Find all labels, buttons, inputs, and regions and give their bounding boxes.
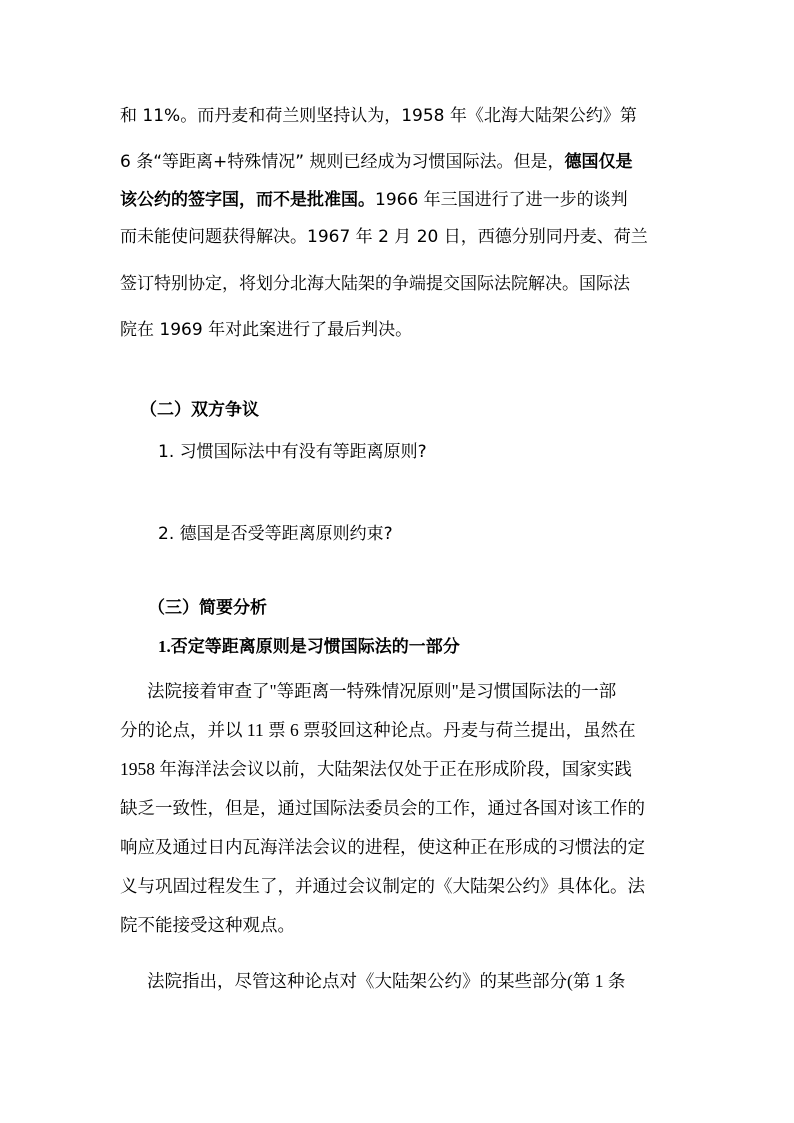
list-item: 1. 习惯国际法中有没有等距离原则?	[158, 442, 427, 462]
paragraph-line: 6 条“等距离+特殊情况” 规则已经成为习惯国际法。但是，德国仅是	[120, 152, 633, 172]
paragraph-line: 分的论点，并以 11 票 6 票驳回这种论点。丹麦与荷兰提出，虽然在	[120, 720, 636, 740]
paragraph-line: 院不能接受这种观点。	[120, 915, 295, 935]
paragraph-line: 缺乏一致性，但是，通过国际法委员会的工作，通过各国对该工作的	[120, 798, 645, 818]
paragraph-line: 签订特别协定，将划分北海大陆架的争端提交国际法院解决。国际法	[120, 274, 630, 294]
paragraph-line: 而未能使问题获得解决。1967 年 2 月 20 日，西德分别同丹麦、荷兰	[120, 227, 648, 247]
section-heading: （三）简要分析	[148, 598, 267, 617]
paragraph-line: 该公约的签字国，而不是批准国。1966 年三国进行了进一步的谈判	[120, 190, 628, 210]
paragraph-line: 义与巩固过程发生了，并通过会议制定的《大陆架公约》具体化。法	[120, 876, 645, 896]
list-item: 2. 德国是否受等距离原则约束?	[158, 524, 393, 544]
paragraph-line: 法院指出，尽管这种论点对《大陆架公约》的某些部分(第 1 条	[147, 971, 626, 991]
paragraph-line: 响应及通过日内瓦海洋法会议的进程，使这种正在形成的习惯法的定	[120, 837, 645, 857]
paragraph-line: 院在 1969 年对此案进行了最后判决。	[120, 320, 413, 340]
paragraph-line: 法院接着审查了"等距离一特殊情况原则"是习惯国际法的一部	[147, 681, 617, 701]
subsection-heading: 1.否定等距离原则是习惯国际法的一部分	[158, 637, 460, 656]
paragraph-line: 和 11%。而丹麦和荷兰则坚持认为，1958 年《北海大陆架公约》第	[120, 106, 637, 126]
paragraph-line: 1958 年海洋法会议以前，大陆架法仅处于正在形成阶段，国家实践	[120, 759, 632, 779]
section-heading: （二）双方争议	[140, 400, 259, 420]
